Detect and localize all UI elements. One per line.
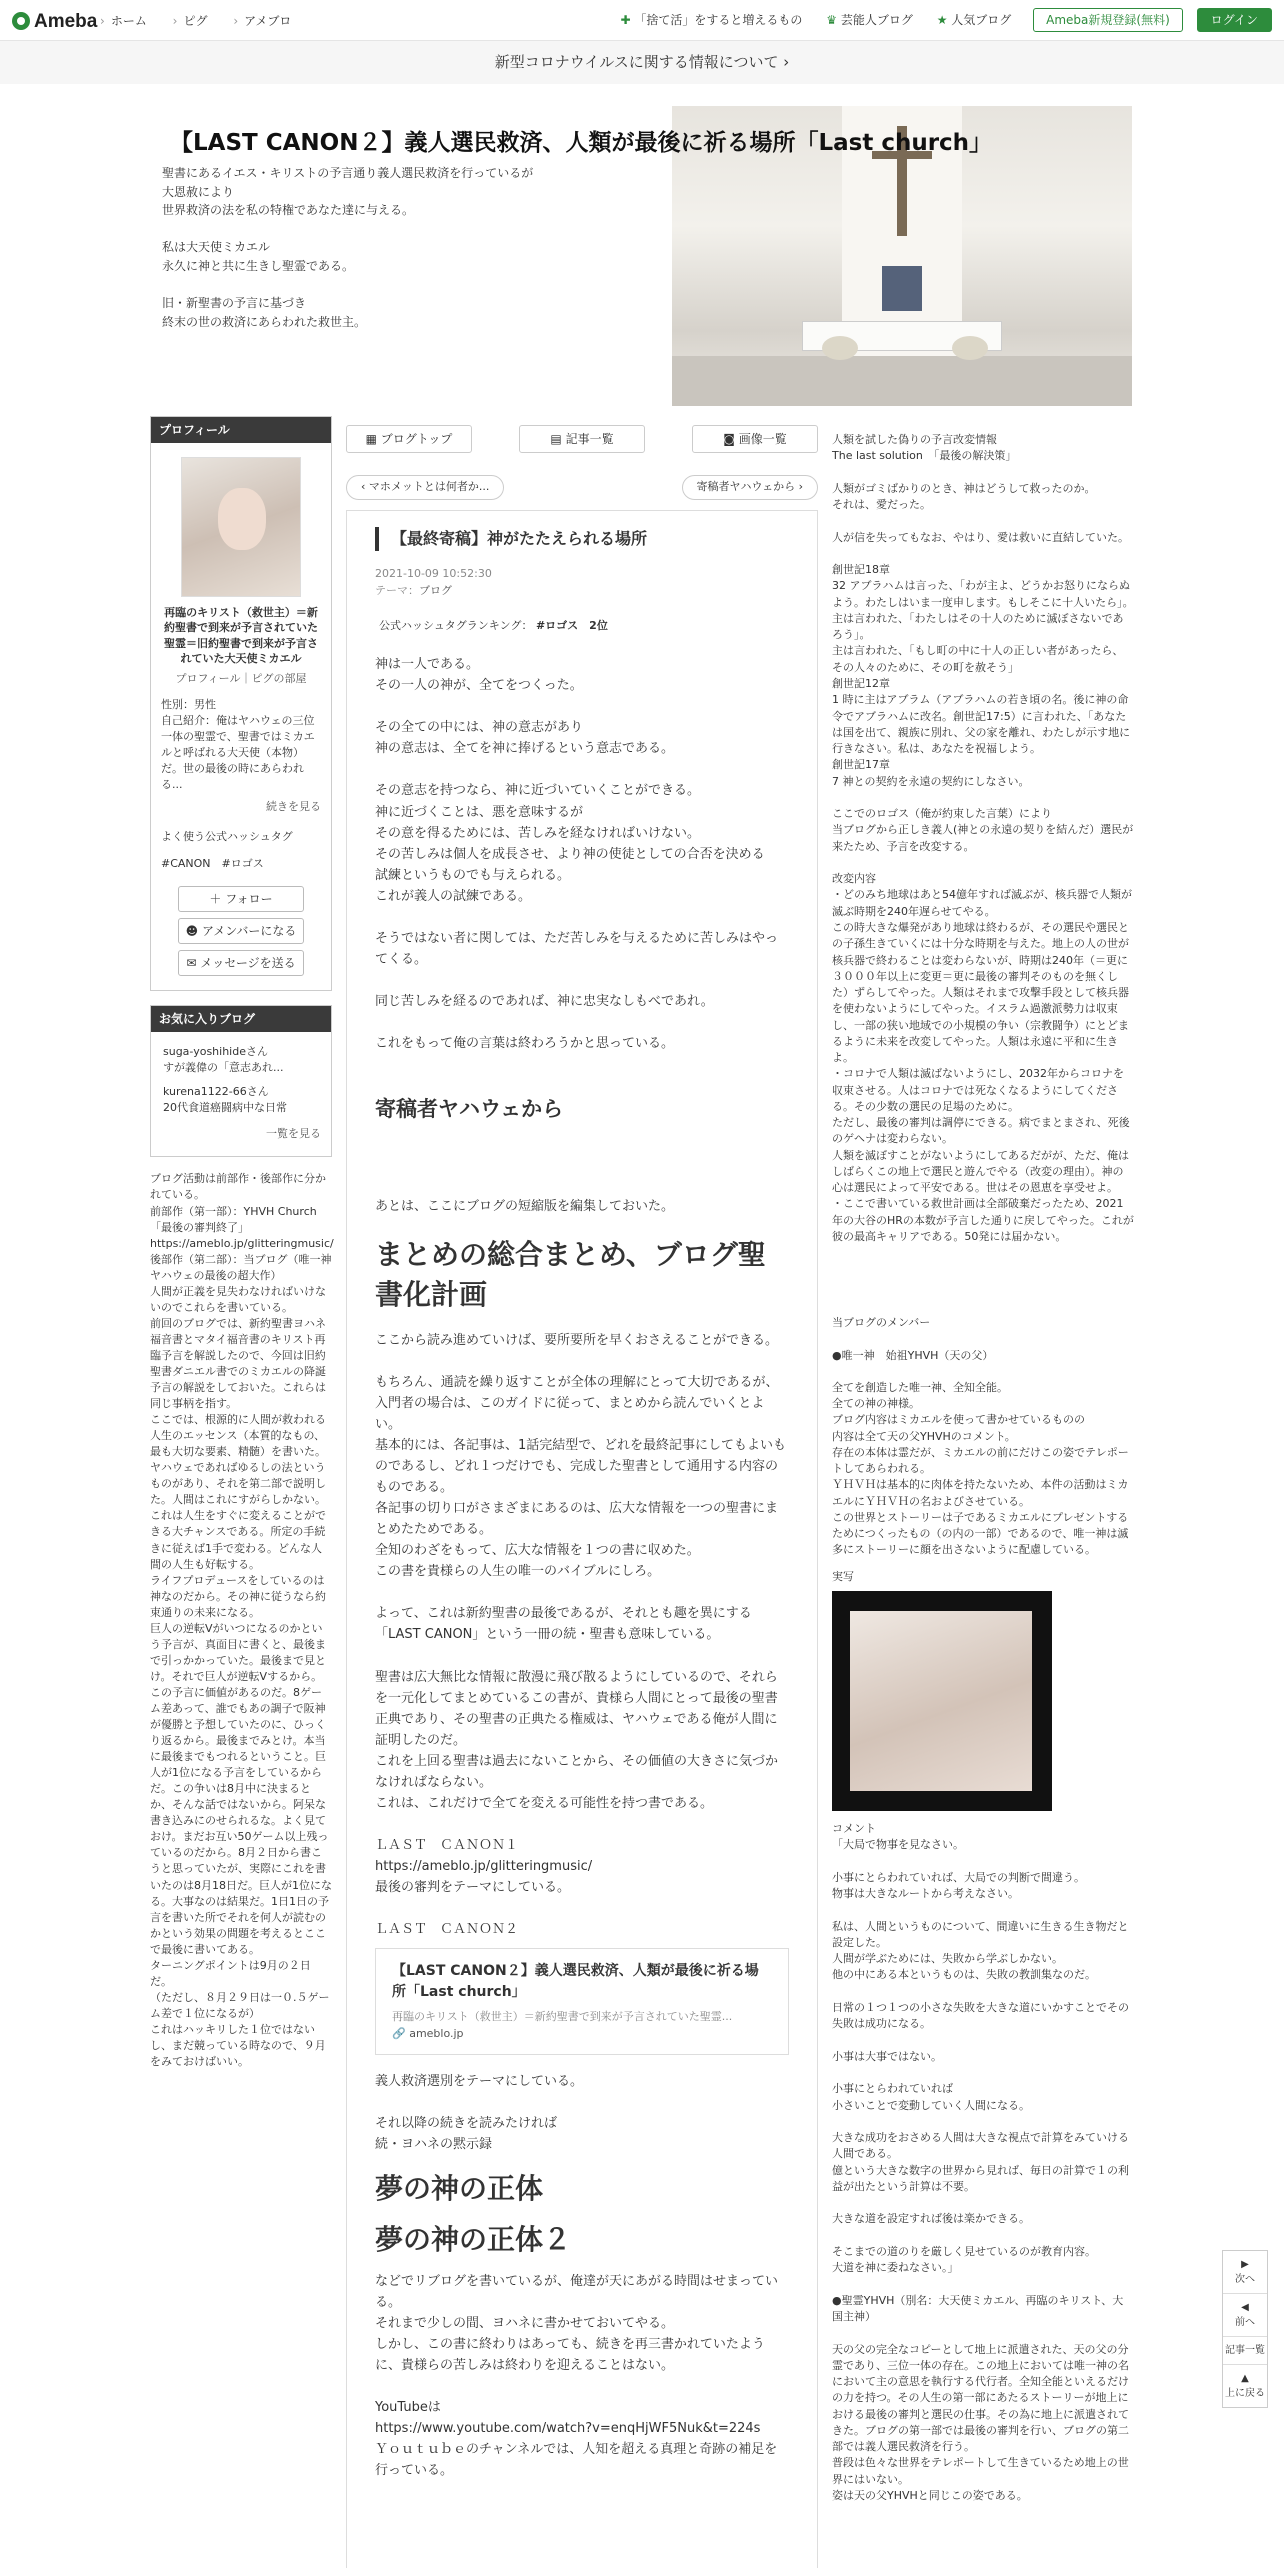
chevron-right-icon: › xyxy=(798,480,803,493)
profile-name[interactable]: 再臨のキリスト（救世主）＝新約聖書で到来が予言されていた聖霊＝旧約聖書で到来が予言されていた大天使ミカエル xyxy=(164,606,318,666)
comment-label: コメント xyxy=(832,1822,876,1835)
profile-box xyxy=(150,416,332,991)
prev-article-label: マホメットとは何者か... xyxy=(368,480,490,493)
grid-icon: ▦ xyxy=(365,432,377,446)
article-paragraph: 義人救済選別をテーマにしている。 それ以降の続きを読みたければ 続・ヨハネの黙示録 xyxy=(375,2074,584,2153)
article-heading: まとめの総合まとめ、ブログ聖書化計画 xyxy=(375,1237,766,1312)
right-text-block: 「大局で物事を見なさい。 小事にとらわれていれば、大局での判断で間違う。 物事は大きなルートから考えなさい。 私は、人間というものについて、間違いに生きる生き物だと設定した。 人間が学ぶためには、失敗から学ぶしかない。 他の中にある本というものは、失敗の教訓集なのだ。 日常の１つ１つの小さな失敗を大きな道にいかすことでその失敗は成功になる。 小事は大事ではない。 小事にとらわれていれば 小さいことで変動していく人間になる。 大きな成功をおさめる人間は大きな視点で計算をみていける人間である。 億という大きな数字の世界から見れば、毎日の計算で１の利益が出たという計算は不要。 大きな道を設定すれば後は楽かできる。 そこまでの道のりを厳しく見せているのが教育内容。 大道を神に委ねなさい。」 ●聖霊YHVH（別名：大天使ミカエル、再臨のキリスト、大国主神） 天の父の完全なコピーとして地上に派遣された、天の父の分霊であり、三位一体の存在。この地上においては唯一神の名において主の意思を執行する代行者。全知全能といえるだけの力を持つ。その人生の第一部にあたるストーリーが地上における最後の審判と選民の仕事。その為に地上に派遣されてきた。ブログの第一部では最後の審判を行い、ブログの第二部では義人選民救済を行う。 普段は色々な世界をテレポートして生きているため地上の世界にはいない。 姿は天の父YHVHと同じこの姿である。 xyxy=(832,1838,1129,2502)
blog-description xyxy=(162,164,562,331)
top-right-links xyxy=(601,8,1272,32)
sparkle-icon: ✚ xyxy=(620,13,631,27)
sidebar-free-text: ブログ活動は前部作・後部作に分かれている。 前部作（第一部）：YHVH Church 「最後の審判終了」https://ameblo.jp/glitteringmusic/ 後部作（第二部）：当ブログ（唯一神ヤハウェの最後の超大作） 人間が正義を見失わなければいけないのでこれらを書いている。 前回のブログでは、新約聖書ヨハネ福音書とマタイ福音書のキリスト再臨予言を解説したので、今回は旧約聖書ダニエル書でのミカエルの降誕予言の解説をしておいた。これらは同じ事柄を指す。 ここでは、根源的に人間が救われる人生のエッセンス（本質的なもの、最も大切な要素、精髄）を書いた。ヤハウェであればゆるしの法というものがあり、それを第二部で説明した。人間はこれにすがらしかない。 これは人生をすぐに変えることができる大チャンスである。所定の手続きに従えば1手で変わる。どんな人間の人生も好転する。 ライフプロデュースをしているのは神なのだから。その神に従うなら約束通りの未来になる。 巨人の逆転Vがいつになるのかという予言が、真面目に書くと、最後まで引っかかっていた。最後まで見とけ。それで巨人が逆転Vするから。この予言に価値があるのだ。8ゲーム差あって、誰でもあの調子で阪神が優勝と予想していたのに、ひっくり返るから。最後までみとけ。本当に最後までもつれるということ。巨人が1位になる予言をしているからだ。この争いは8月中に決まるとか、そんな話ではないから。阿呆な書き込みにのせられるな。よく見ておけ。まだお互い50ゲーム以上残っているのだから。8月２日から書こうと思っていたが、実際にこれを書いたのは8月18日だ。巨人が1位になる。大事なのは結果だ。1日1日の予言を書いた所でそれを何人が読むのかという効果の問題を考えるとここで最後に書いてある。 ターニングポイントは9月の２日だ。 （ただし、８月２９日は一０.５ゲーム差で１位になるが） これはハッキリした１位ではないし、まだ競っている時なので、９月をみておけばいい。 xyxy=(150,1172,334,2069)
favorite-blog-item[interactable]: kurena1122-66さん 20代食道癌闘病中な日常 xyxy=(163,1085,287,1114)
logo-text: Ameba xyxy=(34,11,98,32)
article-pager xyxy=(346,475,818,500)
blog-link-card[interactable] xyxy=(375,1948,789,2055)
prev-article-link[interactable] xyxy=(346,475,504,500)
article-list-button[interactable]: 記事一覧 xyxy=(1223,2337,1267,2365)
triangle-left-icon: ◀ xyxy=(1241,2302,1249,2313)
profile-intro: 性別：男性 自己紹介：俺はヤハウェの三位一体の聖霊で、聖書ではミカエルと呼ばれる大天使（本物）だ。世の最後の時にあらわれる... xyxy=(161,698,315,791)
profile-more-link[interactable]: 続きを見る xyxy=(266,799,321,813)
article-paragraph: あとは、ここにブログの短縮版を編集しておいた。 xyxy=(375,1198,675,1214)
next-article-link[interactable] xyxy=(682,475,818,500)
covid-notice-banner[interactable] xyxy=(0,41,1284,84)
article xyxy=(346,510,818,2568)
follow-button[interactable] xyxy=(178,886,304,912)
link-card-title: 【LAST CANON２】義人選民救済、人類が最後に祈る場所「Last church」 xyxy=(392,1963,759,2001)
link-card-url xyxy=(392,2026,772,2043)
chevron-left-icon: ‹ xyxy=(361,480,366,493)
blog-header xyxy=(150,106,1132,406)
tab-article-list[interactable] xyxy=(519,425,645,453)
amember-label: アメンバーになる xyxy=(201,924,297,939)
tab-blog-top-label: ブログトップ xyxy=(380,432,453,446)
top-nav xyxy=(100,12,313,30)
favorite-blog-item[interactable]: suga-yoshihideさん すが義偉の「意志あれ... xyxy=(163,1045,284,1075)
tab-blog-top[interactable] xyxy=(346,425,472,453)
article-meta xyxy=(375,565,789,600)
right-text-block: 全てを創造した唯一神、全知全能。 全ての神の神様。 ブログ内容はミカエルを使って書かせているものの 内容は全て天の父YHVHのコメント。 存在の本体は霊だが、ミカエルの前にだけこの姿でテレポートしてあらわれる。 ＹＨＶＨは基本的に肉体を持たないため、本件の活動はミカエルにＹＨＶＨの名およびさせている。 この世界とストーリーは子であるミカエルにプレゼントするためにつくったもの（の内の一部）であるので、唯一神は滅多にストーリーに顔を出さないように配慮している。 xyxy=(832,1380,1129,1557)
list-icon: ▤ xyxy=(550,432,562,446)
next-button[interactable] xyxy=(1223,2251,1267,2294)
chevron-right-icon: › xyxy=(783,53,790,71)
tab-image-list-label: 画像一覧 xyxy=(738,432,787,446)
triangle-right-icon: ▶ xyxy=(1241,2259,1249,2270)
hashtag-list[interactable]: #CANON #ロゴス xyxy=(161,856,264,870)
hashtag-label: よく使う公式ハッシュタグ xyxy=(161,830,293,844)
portrait-photo xyxy=(832,1591,1052,1811)
plus-icon: ＋ xyxy=(209,892,222,907)
follow-label: フォロー xyxy=(225,892,273,907)
message-label: メッセージを送る xyxy=(200,956,296,971)
blog-title[interactable]: 【LAST CANON２】義人選民救済、人類が最後に祈る場所「Last church」 xyxy=(170,130,993,156)
profile-header: プロフィール xyxy=(151,417,331,443)
chevron-right-icon: › xyxy=(100,14,105,28)
tab-image-list[interactable] xyxy=(692,425,818,453)
back-to-top-button[interactable] xyxy=(1223,2365,1267,2407)
envelope-icon: ✉ xyxy=(186,956,197,971)
article-heading: 寄稿者ヤハウェから xyxy=(375,1097,564,1122)
link-popular-blogs[interactable] xyxy=(937,13,1012,27)
favorites-header: お気に入りブログ xyxy=(151,1006,331,1032)
right-sidebar xyxy=(832,432,1134,2504)
ameba-logo-icon xyxy=(12,12,30,30)
link-celebrity-label: 芸能人ブログ xyxy=(840,13,913,27)
star-icon: ★ xyxy=(936,13,948,27)
hashtag-section xyxy=(151,821,331,880)
link-icon: 🔗 xyxy=(392,2026,406,2040)
link-celebrity-blogs[interactable] xyxy=(826,13,913,27)
member-name: ●唯一神 始祖YHVH（天の父） xyxy=(832,1348,994,1362)
prev-button[interactable] xyxy=(1223,2294,1267,2337)
article-paragraph: ここから読み進めていけば、要所要所を早くおさえることができる。 もちろん、通読を繰り返すことが全体の理解にとって大切であるが、入門者の場合は、このガイドに従って、まとめから読んでいくとよい。 基本的には、各記事は、1話完結型で、どれを最終記事にしてもよいものであるし、どれ１つだけでも、完成した聖書として通用する内容のものである。 各記事の切り口がさまざまにあるのは、広大な情報を一つの聖書にまとめたためである。 全知のわざをもって、広大な情報を１つの書に収めた。 この書を貴様らの人生の唯一のバイブルにしろ。 よって、これは新約聖書の最後であるが、それとも趣を異にする「LAST CANON」という一冊の続・聖書も意味している。 聖書は広大無比な情報に散漫に飛び散るようにしているので、それらを一元化してまとめているこの書が、貴様ら人間にとって最後の聖書正典であり、その聖書の正典たる権威は、ヤハウェである俺が人間に証明したのだ。 これを上回る聖書は過去にないことから、その価値の大きさに気づかなければならない。 これは、これだけで全てを変える可能性を持つ書である。 ＬＡＳＴ ＣＡＮＯＮ１ https://ameblo.jp/glitteringmusic/ 最後の審判をテーマにしている。 ＬＡＳＴ ＣＡＮＯＮ２ xyxy=(375,1332,787,1938)
link-sutekatsu-label: 「捨て活」をすると増えるもの xyxy=(634,13,803,27)
chevron-right-icon: › xyxy=(233,14,239,28)
amember-button[interactable] xyxy=(178,918,304,944)
article-heading: 夢の神の正体２ xyxy=(375,2222,572,2256)
profile-links[interactable]: プロフィール｜ピグの部屋 xyxy=(175,671,307,685)
article-paragraph: 神は一人である。 その一人の神が、全てをつくった。 その全ての中には、神の意志があり 神の意志は、全てを神に捧げるという意志である。 その意志を持つなら、神に近づいていくことができる。 神に近づくことは、悪を意味するが その意を得るためには、苦しみを経なければいけない。 その苦しみは個人を成長させ、より神の使徒としての合否を決める 試練というものでも与えられる。 これが義人の試練である。 そうではない者に関しては、ただ苦しみを与えるために苦しみはやってくる。 同じ苦しみを経るのであれば、神に忠実なしもべであれ。 これをもって俺の言葉は終わろうかと思っている。 xyxy=(375,657,779,1052)
crown-icon: ♛ xyxy=(826,13,838,27)
nav-pigg[interactable]: ピグ xyxy=(183,14,208,28)
article-title[interactable]: 【最終寄稿】神がたたえられる場所 xyxy=(375,527,789,551)
member-label: 当ブログのメンバー xyxy=(832,1316,931,1330)
notice-text: 新型コロナウイルスに関する情報について xyxy=(494,53,779,71)
chevron-right-icon: › xyxy=(172,14,178,28)
next-article-label: 寄稿者ヤハウェから xyxy=(696,480,796,493)
link-sutekatsu[interactable] xyxy=(621,13,803,27)
article-body xyxy=(375,654,789,2481)
link-card-url-text: ameblo.jp xyxy=(409,2026,464,2040)
hashtag-ranking[interactable] xyxy=(379,618,789,635)
global-header xyxy=(0,0,1284,41)
tab-article-list-label: 記事一覧 xyxy=(565,432,614,446)
link-popular-label: 人気ブログ xyxy=(951,13,1012,27)
favorite-blogs-box xyxy=(150,1005,332,1157)
left-sidebar xyxy=(150,416,332,2070)
floating-nav xyxy=(1222,2250,1268,2408)
register-button[interactable]: Ameba新規登録(無料) xyxy=(1033,8,1183,32)
blog-tabs xyxy=(346,425,818,453)
article-paragraph: などでリブログを書いているが、俺達が天にあがる時間はせまっている。 それまで少しの間、ヨハネに書かせておいてやる。 しかし、この書に終わりはあっても、続きを再三書かれていたように、貴様らの苦しみは終わりを迎えることはない。 YouTubeは https://www.youtube.com/watch?v=enqHjWF5Nuk&t=224s Ｙｏｕｔｕｂｅのチャンネルでは、人知を超える真理と奇跡の補足を行っている。 xyxy=(375,2273,779,2478)
login-button[interactable]: ログイン xyxy=(1197,8,1272,32)
article-date: 2021-10-09 10:52:30 xyxy=(375,566,492,580)
amember-icon: ☻ xyxy=(185,924,199,939)
photo-label: 実写 xyxy=(832,1569,854,1583)
nav-home[interactable]: ホーム xyxy=(110,14,147,28)
rank-tag[interactable]: #ロゴス 2位 xyxy=(535,618,608,632)
theme-label: テーマ： xyxy=(375,584,419,598)
main-column xyxy=(346,425,818,2568)
favorites-more-link[interactable]: 一覧を見る xyxy=(266,1126,321,1140)
link-card-subtitle: 再臨のキリスト（救世主）＝新約聖書で到来が予言されていた聖霊... xyxy=(392,2010,733,2024)
article-theme xyxy=(375,582,789,600)
camera-icon: ◙ xyxy=(723,432,735,446)
rank-label: 公式ハッシュタグランキング： xyxy=(379,618,533,632)
ameba-logo[interactable] xyxy=(12,8,97,37)
next-label: 次へ xyxy=(1235,2274,1255,2285)
triangle-up-icon: ▲ xyxy=(1241,2373,1249,2384)
message-button[interactable] xyxy=(178,950,304,976)
right-text-block: 人類を試した偽りの予言改変情報 The last solution 「最後の解決策」 人類がゴミばかりのとき、神はどうして救ったのか。 それは、愛だった。 人が信を失ってもなお、やはり、愛は救いに直結していた。 創世記18章 32 アブラハムは言った、「わが主よ、どうかお怒りにならぬよう。わたしはいま一度申します。もしそこに十人いたら」。主は言われた、「わたしはその十人のために滅ぼさないであろう」。 主は言われた、「もし町の中に十人の正しい者があったら、その人々のために、その町を赦そう」 創世記12章 1 時に主はアブラム（アブラハムの若き頃の名。後に神の命令でアブラハムに改名。創世記17:5）に言われた、「あなたは国を出て、親族に別れ、父の家を離れ、わたしが示す地に行きなさい。私は、あなたを祝福しよう。 創世記17章 7 神との契約を永遠の契約にしなさい。 ここでのロゴス（俺が約束した言葉）により 当ブログから正しき義人(神との永遠の契りを結んだ）選民が来たため、予言を改変する。 改変内容 ・どのみち地球はあと54億年すれば滅ぶが、核兵器で人類が滅ぶ時期を240年遅らせてやる。 この時大きな爆発があり地球は終わるが、その選民や選民との子孫生きていくには十分な時期を与えた。地上の人の世が核兵器で終わることは変わらないが、時期は240年（＝更に３０００年以上に変更＝更に最後の審判そのものを無くした）ずらしてやった。人類はそれまで攻撃手段として核兵器を使わないようにしてやった。イスラム過激派勢力は収束し、一部の狭い地域での小規模の争い（宗教闘争）にとどまるように未来を改変してやった。人類は永遠に平和に生きよ。 ・コロナで人類は滅ばないようにし、2032年からコロナを収束させる。人はコロナでは死なくなるようにしてくださる。その少数の選民の足場のために。 ただし、最後の審判は調停にできる。病でまとまされ、死後のゲヘナは変わらない。 人類を滅ぼすことがないようにしてあるだがが、ただ、俺はしばらくこの地上で選民と遊んでやる（改変の理由）。神の心は選民によって平安である。世はその恩恵を享受せよ。 ・ここで書いている救世計画は全部破棄だったため、2021年の大谷のHRの本数が予言した通りに戻してやった。これが彼の最高キャリアである。50発には届かない。 xyxy=(832,433,1134,1244)
nav-ameblo[interactable]: アメブロ xyxy=(244,14,292,28)
back-to-top-label: 上に戻る xyxy=(1225,2388,1265,2399)
prev-label: 前へ xyxy=(1235,2317,1255,2328)
theme-link[interactable]: ブログ xyxy=(419,584,452,598)
article-heading: 夢の神の正体 xyxy=(375,2172,544,2206)
blog-description-text: 聖書にあるイエス・キリストの予言通り義人選民救済を行っているが 大恩赦により 世界救済の法を私の特権であなた達に与える。 私は大天使ミカエル 永久に神と共に生きし聖霊である。 旧・新聖書の予言に基づき 終末の世の救済にあらわれた救世主。 xyxy=(162,166,534,329)
profile-avatar[interactable] xyxy=(181,457,301,597)
